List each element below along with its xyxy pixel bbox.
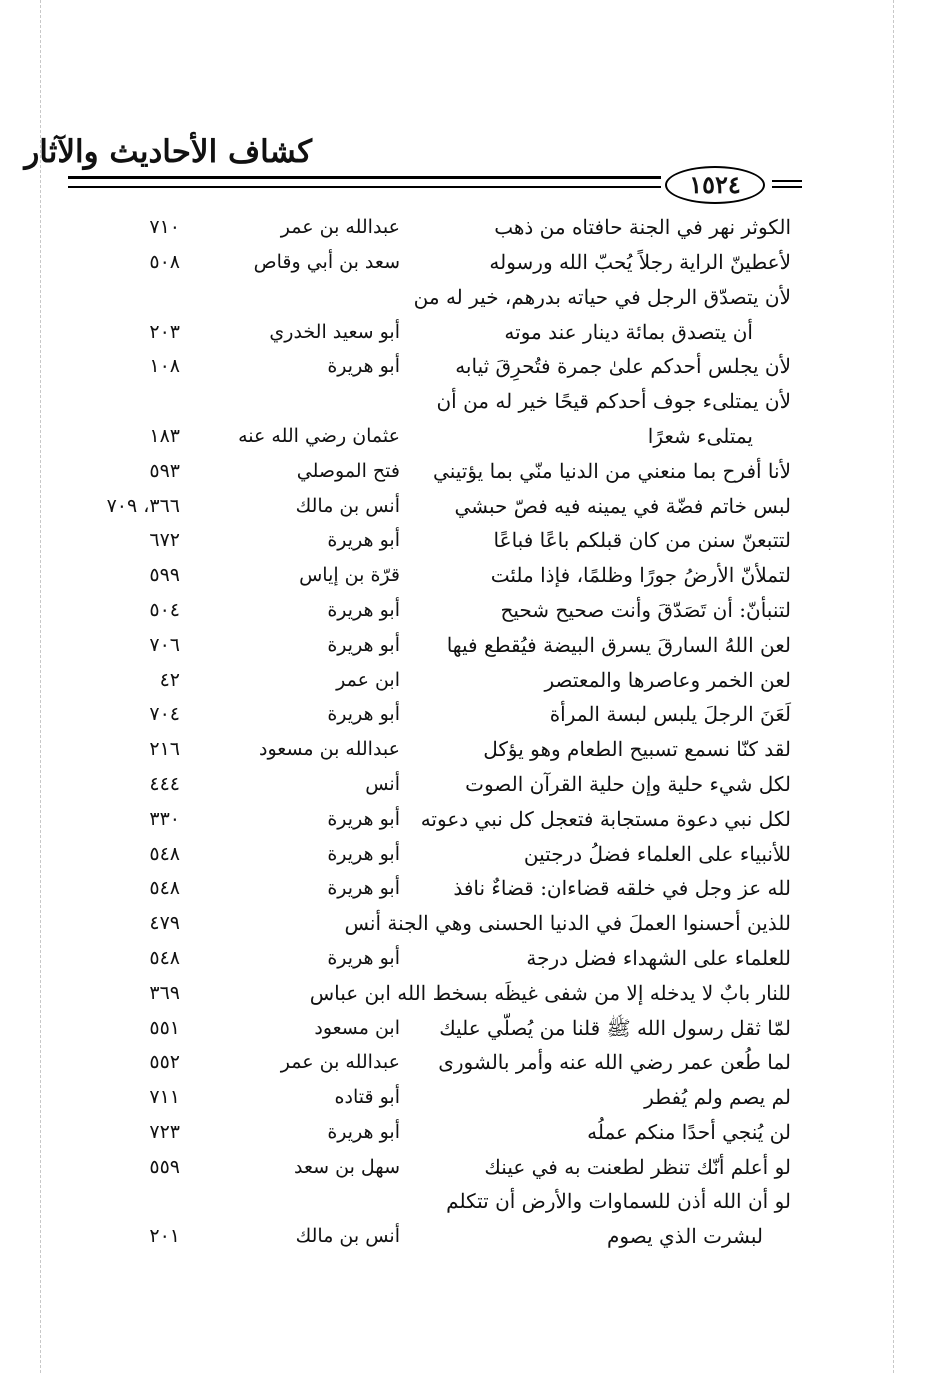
hadith-text: لأن يتصدّق الرجل في حياته بدرهم، خير له من	[413, 285, 791, 309]
narrator: أبو هريرة	[327, 1121, 400, 1143]
book-title: كشاف الأحاديث والآثار	[24, 134, 312, 170]
index-row	[0, 559, 933, 591]
narrator: قرّة بن إياس	[299, 564, 400, 586]
hadith-text: لعن اللهُ السارقَ يسرق البيضة فيُقطع فيها	[446, 633, 791, 657]
narrator: أنس بن مالك	[295, 495, 400, 517]
narrator: أبو هريرة	[327, 355, 400, 377]
hadith-text: لأعطينّ الراية رجلاً يُحبّ الله ورسوله	[489, 250, 791, 274]
hadith-text: لأنا أفرح بما منعني من الدنيا منّي بما يؤتيني	[433, 459, 791, 483]
index-row	[0, 246, 933, 278]
page-ref: ٣٣٠	[149, 808, 180, 830]
page-ref: ٥٩٣	[149, 460, 180, 482]
narrator: عبدالله بن عمر	[280, 216, 400, 238]
page-ref: ٥٥٩	[149, 1156, 180, 1178]
narrator: سعد بن أبي وقاص	[253, 251, 400, 273]
hadith-text: أن يتصدق بمائة دينار عند موته	[504, 320, 753, 344]
narrator: عبدالله بن عمر	[280, 1051, 400, 1073]
index-row	[0, 733, 933, 765]
hadith-text: للأنبياء على العلماء فضلُ درجتين	[523, 842, 791, 866]
narrator: فتح الموصلي	[296, 460, 400, 482]
index-row	[0, 664, 933, 696]
page-ref: ٣٦٩	[149, 982, 180, 1004]
index-row	[0, 1116, 933, 1148]
page-ref: ٥٩٩	[149, 564, 180, 586]
hadith-text: لأن يجلس أحدكم علىٰ جمرة فتُحرِقَ ثيابه	[455, 354, 791, 378]
index-row	[0, 281, 933, 313]
page-ref: ١٨٣	[149, 425, 180, 447]
page-ref: ٧١٠	[149, 216, 180, 238]
index-row	[0, 698, 933, 730]
index-row	[0, 872, 933, 904]
index-row	[0, 350, 933, 382]
page-ref: ٤٢	[159, 669, 180, 691]
index-row	[0, 1220, 933, 1252]
index-row	[0, 490, 933, 522]
page-ref: ٤٤٤	[149, 773, 180, 795]
page-ref: ٧١١	[149, 1086, 180, 1108]
page-ref: ٧٠٤	[149, 703, 180, 725]
hadith-text: لكل نبي دعوة مستجابة فتعجل كل نبي دعوته	[420, 807, 791, 831]
index-row	[0, 211, 933, 243]
index-row	[0, 838, 933, 870]
hadith-text: لن يُنجي أحدًا منكم عملُه	[587, 1120, 791, 1144]
narrator: أبو قتاده	[334, 1086, 400, 1108]
page-ref: ٧٠٦	[149, 634, 180, 656]
page-ref: ١٠٨	[149, 355, 180, 377]
index-row	[0, 907, 933, 939]
index-row	[0, 1046, 933, 1078]
page-ref: ٢٠٣	[149, 321, 180, 343]
narrator: سهل بن سعد	[294, 1156, 400, 1178]
hadith-text: يمتلىء شعرًا	[647, 424, 753, 448]
page-ref: ٥٠٤	[149, 599, 180, 621]
hadith-text: لبشرت الذي يصوم	[607, 1224, 763, 1248]
hadith-text: لما طُعن عمر رضي الله عنه وأمر بالشورى	[438, 1050, 791, 1074]
index-row	[0, 1185, 933, 1217]
header-rule-bottom	[68, 186, 661, 188]
narrator: أنس بن مالك	[295, 1225, 400, 1247]
narrator: أبو هريرة	[327, 634, 400, 656]
index-row	[0, 1081, 933, 1113]
narrator: أبو هريرة	[327, 877, 400, 899]
index-row	[0, 942, 933, 974]
hadith-text: للنار بابٌ لا يدخله إلا من شفى غيظَه بسخط الله ابن عباس	[309, 981, 791, 1005]
narrator: أنس	[365, 773, 400, 795]
header-rule-top	[68, 176, 661, 179]
page-ref: ٥٥٢	[149, 1051, 180, 1073]
hadith-text: لم يصم ولم يُفطر	[644, 1085, 791, 1109]
page-ref: ٥٤٨	[149, 877, 180, 899]
narrator: أبو هريرة	[327, 599, 400, 621]
hadith-text: لتنبأنّ: أن تَصَدّقَ وأنت صحيح شحيح	[500, 598, 791, 622]
narrator: عبدالله بن مسعود	[259, 738, 400, 760]
narrator: أبو سعيد الخدري	[269, 321, 400, 343]
hadith-text: لو أعلم أنّك تنظر لطعنت به في عينك	[484, 1155, 791, 1179]
narrator: أبو هريرة	[327, 947, 400, 969]
index-row	[0, 803, 933, 835]
hadith-text: لله عز وجل في خلقه قضاءان: قضاءٌ نافذ	[453, 876, 791, 900]
narrator: أبو هريرة	[327, 529, 400, 551]
narrator: ابن عمر	[336, 669, 400, 691]
index-row	[0, 316, 933, 348]
hadith-text: لكل شيء حلية وإن حلية القرآن الصوت	[465, 772, 791, 796]
hadith-text: لأن يمتلىء جوف أحدكم قيحًا خير له من أن	[436, 389, 791, 413]
page-ref: ٥٠٨	[149, 251, 180, 273]
page-ref: ٦٧٢	[149, 529, 180, 551]
hadith-text: لعن الخمر وعاصرها والمعتصر	[544, 668, 791, 692]
index-row	[0, 768, 933, 800]
page-number: ١٥٢٤	[665, 166, 765, 204]
narrator: أبو هريرة	[327, 703, 400, 725]
page-ref: ٥٤٨	[149, 947, 180, 969]
hadith-text: لمّا ثقل رسول الله ﷺ قلنا من يُصلّي عليك	[439, 1016, 791, 1040]
index-row	[0, 977, 933, 1009]
page-ref: ٢٠١	[149, 1225, 180, 1247]
hadith-text: لقد كنّا نسمع تسبيح الطعام وهو يؤكل	[483, 737, 791, 761]
hadith-text: لتملأنّ الأرضُ جورًا وظلمًا، فإذا ملئت	[490, 563, 791, 587]
narrator: أبو هريرة	[327, 808, 400, 830]
page-ref: ٥٥١	[149, 1017, 180, 1039]
narrator: أبو هريرة	[327, 843, 400, 865]
hadith-text: لَعَنَ الرجلَ يلبس لبسة المرأة	[549, 702, 791, 726]
narrator: ابن مسعود	[314, 1017, 400, 1039]
index-row	[0, 594, 933, 626]
hadith-text: للعلماء على الشهداء فضل درجة	[526, 946, 791, 970]
hadith-text: لبس خاتم فضّة في يمينه فيه فصّ حبشي	[454, 494, 791, 518]
hadith-text: لو أن الله أذن للسماوات والأرض أن تتكلم	[446, 1189, 791, 1213]
index-row	[0, 385, 933, 417]
page-number-rule-bottom	[772, 186, 802, 188]
index-row	[0, 1012, 933, 1044]
index-row	[0, 1151, 933, 1183]
page-number-rule-top	[772, 180, 802, 182]
index-row	[0, 524, 933, 556]
hadith-text: للذين أحسنوا العملَ في الدنيا الحسنى وهي الجنة أنس	[344, 911, 791, 935]
index-row	[0, 420, 933, 452]
page-ref: ٤٧٩	[149, 912, 180, 934]
index-row	[0, 629, 933, 661]
page-ref: ٣٦٦، ٧٠٩	[106, 495, 180, 517]
hadith-text: لتتبعنّ سنن من كان قبلكم باعًا فباعًا	[493, 528, 791, 552]
hadith-text: الكوثر نهر في الجنة حافتاه من ذهب	[494, 215, 791, 239]
page-ref: ٥٤٨	[149, 843, 180, 865]
page-ref: ٧٢٣	[149, 1121, 180, 1143]
page-ref: ٢١٦	[149, 738, 180, 760]
index-row	[0, 455, 933, 487]
narrator: عثمان رضي الله عنه	[238, 425, 400, 447]
